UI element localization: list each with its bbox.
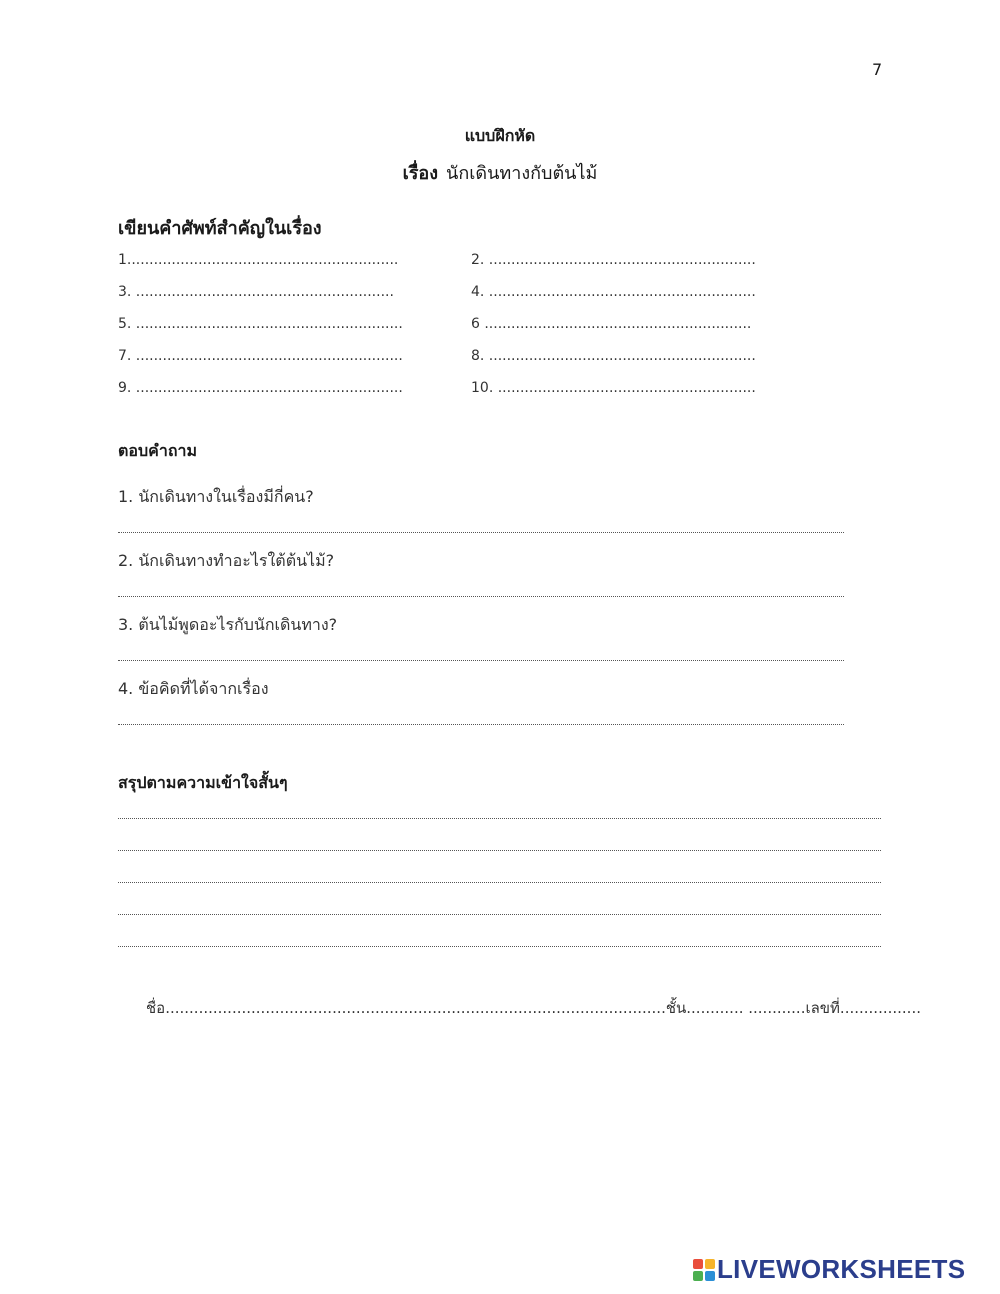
worksheet-title: แบบฝึกหัด [464, 126, 536, 145]
questions-heading: ตอบคำถาม [118, 441, 198, 460]
question-3: 3. ต้นไม้พูดอะไรกับนักเดินทาง? [118, 615, 338, 634]
vocab-item-5[interactable]: 5. ............................................................ [118, 316, 403, 332]
subtitle-label: เรื่อง [402, 163, 439, 184]
question-1: 1. นักเดินทางในเรื่องมีกี่คน? [118, 487, 314, 506]
logo-mark-icon [693, 1259, 715, 1281]
answer-line-4[interactable] [118, 724, 844, 725]
vocab-item-8[interactable]: 8. ............................................................ [471, 348, 756, 364]
vocab-item-1[interactable]: 1............................................................. [118, 252, 399, 268]
vocab-item-4[interactable]: 4. ............................................................ [471, 284, 756, 300]
vocab-item-2[interactable]: 2. ............................................................ [471, 252, 756, 268]
summary-heading: สรุปตามความเข้าใจสั้นๆ [118, 773, 288, 792]
summary-line-2[interactable] [118, 850, 881, 851]
liveworksheets-logo [693, 1254, 965, 1285]
question-2: 2. นักเดินทางทำอะไรใต้ต้นไม้? [118, 551, 335, 570]
worksheet-subtitle [0, 158, 1000, 187]
answer-line-3[interactable] [118, 660, 844, 661]
vocabulary-heading: เขียนคำศัพท์สำคัญในเรื่อง [118, 218, 322, 239]
question-4: 4. ข้อคิดที่ได้จากเรื่อง [118, 679, 269, 698]
vocab-item-7[interactable]: 7. ............................................................ [118, 348, 403, 364]
answer-line-1[interactable] [118, 532, 844, 533]
summary-line-3[interactable] [118, 882, 881, 883]
summary-line-4[interactable] [118, 914, 881, 915]
vocab-item-10[interactable]: 10. .......................................................... [471, 380, 756, 396]
story-title: นักเดินทางกับต้นไม้ [446, 163, 598, 184]
logo-text: LIVEWORKSHEETS [717, 1254, 966, 1284]
summary-line-5[interactable] [118, 946, 881, 947]
student-info-line[interactable]: ชื่อ.........................................................................................................ชั้น............ ............เลขที่................. [146, 999, 921, 1017]
page-number: 7 [872, 60, 883, 79]
summary-line-1[interactable] [118, 818, 881, 819]
vocab-item-6[interactable]: 6 ............................................................ [471, 316, 752, 332]
vocab-item-3[interactable]: 3. .......................................................... [118, 284, 394, 300]
vocab-item-9[interactable]: 9. ............................................................ [118, 380, 403, 396]
answer-line-2[interactable] [118, 596, 844, 597]
